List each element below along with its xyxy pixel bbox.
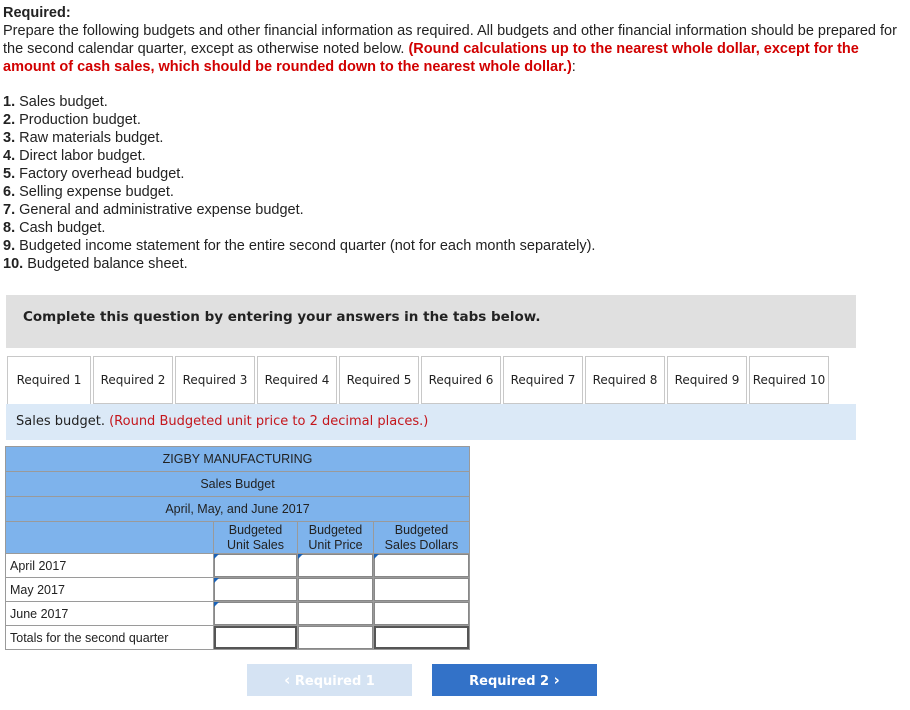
list-item: 6. Selling expense budget.: [3, 184, 174, 200]
column-header-unit-sales: Budgeted Unit Sales: [214, 522, 298, 554]
instructions-text: Prepare the following budgets and other financial information as required. All budgets and other financial information should be prepared for the second calendar quarter, except as otherwise noted below.: [3, 23, 897, 57]
list-item: 10. Budgeted balance sheet.: [3, 256, 188, 272]
tab-required-3[interactable]: Required 3: [175, 356, 255, 404]
instruction-text: Sales budget.: [16, 414, 105, 429]
input-marker-icon: [214, 602, 219, 607]
prev-button-label: Required 1: [294, 674, 375, 689]
required-heading: Required:: [3, 5, 71, 21]
june-unit-price-input[interactable]: [298, 602, 373, 625]
tab-required-9[interactable]: Required 9: [667, 356, 747, 404]
table-row: [6, 578, 470, 602]
june-unit-price-cell: [298, 602, 374, 626]
chevron-right-icon: ›: [553, 671, 560, 689]
total-sales-dollars-input[interactable]: [374, 626, 469, 649]
tab-required-1[interactable]: Required 1: [7, 356, 91, 405]
april-sales-dollars-cell: [374, 554, 470, 578]
column-header-sales-dollars: Budgeted Sales Dollars: [374, 522, 470, 554]
total-unit-sales-cell: [214, 626, 298, 650]
table-title: Sales Budget: [6, 472, 470, 497]
total-unit-sales-input[interactable]: [214, 626, 297, 649]
instructions-block: [3, 4, 903, 76]
list-item: 3. Raw materials budget.: [3, 130, 164, 146]
requirements-list: [3, 93, 595, 273]
april-unit-sales-cell: [214, 554, 298, 578]
column-header-unit-price: Budgeted Unit Price: [298, 522, 374, 554]
may-unit-sales-cell: [214, 578, 298, 602]
table-row: [6, 626, 470, 650]
june-unit-sales-cell: [214, 602, 298, 626]
table-row: [6, 602, 470, 626]
instruction-note: (Round Budgeted unit price to 2 decimal places.): [109, 414, 429, 429]
row-label: April 2017: [6, 554, 214, 578]
next-button-label: Required 2: [469, 674, 550, 689]
june-sales-dollars-input[interactable]: [374, 602, 469, 625]
sales-budget-table: [5, 446, 470, 650]
tab-required-4[interactable]: Required 4: [257, 356, 337, 404]
input-marker-icon: [298, 554, 303, 559]
june-sales-dollars-cell: [374, 602, 470, 626]
tab-required-8[interactable]: Required 8: [585, 356, 665, 404]
next-required-button[interactable]: [432, 664, 597, 696]
may-unit-price-input[interactable]: [298, 578, 373, 601]
total-unit-price-input[interactable]: [298, 626, 373, 649]
input-marker-icon: [374, 554, 379, 559]
prev-required-button[interactable]: [247, 664, 412, 696]
may-unit-sales-input[interactable]: [214, 578, 297, 601]
tab-instruction: [6, 404, 856, 440]
list-item: 7. General and administrative expense budget.: [3, 202, 304, 218]
april-sales-dollars-input[interactable]: [374, 554, 469, 577]
tab-required-6[interactable]: Required 6: [421, 356, 501, 404]
total-sales-dollars-cell: [374, 626, 470, 650]
instructions-end: :: [571, 59, 576, 75]
june-unit-sales-input[interactable]: [214, 602, 297, 625]
list-item: 4. Direct labor budget.: [3, 148, 146, 164]
row-label: May 2017: [6, 578, 214, 602]
row-label: June 2017: [6, 602, 214, 626]
column-header-blank: [6, 522, 214, 554]
chevron-left-icon: ‹: [284, 671, 291, 689]
april-unit-price-cell: [298, 554, 374, 578]
table-period: April, May, and June 2017: [6, 497, 470, 522]
rounding-note: (Round calculations up to the nearest whole dollar, except for the amount of cash sales, which should be rounded down to the nearest whole dollar.): [3, 41, 859, 75]
question-banner: Complete this question by entering your answers in the tabs below.: [6, 295, 856, 348]
list-item: 9. Budgeted income statement for the entire second quarter (not for each month separately).: [3, 238, 596, 254]
april-unit-price-input[interactable]: [298, 554, 373, 577]
april-unit-sales-input[interactable]: [214, 554, 297, 577]
tab-required-7[interactable]: Required 7: [503, 356, 583, 404]
table-row: [6, 554, 470, 578]
may-sales-dollars-cell: [374, 578, 470, 602]
may-unit-price-cell: [298, 578, 374, 602]
list-item: 5. Factory overhead budget.: [3, 166, 185, 182]
list-item: 1. Sales budget.: [3, 94, 108, 110]
input-marker-icon: [214, 554, 219, 559]
input-marker-icon: [214, 578, 219, 583]
total-unit-price-cell: [298, 626, 374, 650]
list-item: 2. Production budget.: [3, 112, 141, 128]
tab-required-10[interactable]: Required 10: [749, 356, 829, 404]
list-item: 8. Cash budget.: [3, 220, 106, 236]
tab-required-2[interactable]: Required 2: [93, 356, 173, 404]
row-label: Totals for the second quarter: [6, 626, 214, 650]
company-name: ZIGBY MANUFACTURING: [6, 447, 470, 472]
may-sales-dollars-input[interactable]: [374, 578, 469, 601]
tab-required-5[interactable]: Required 5: [339, 356, 419, 404]
